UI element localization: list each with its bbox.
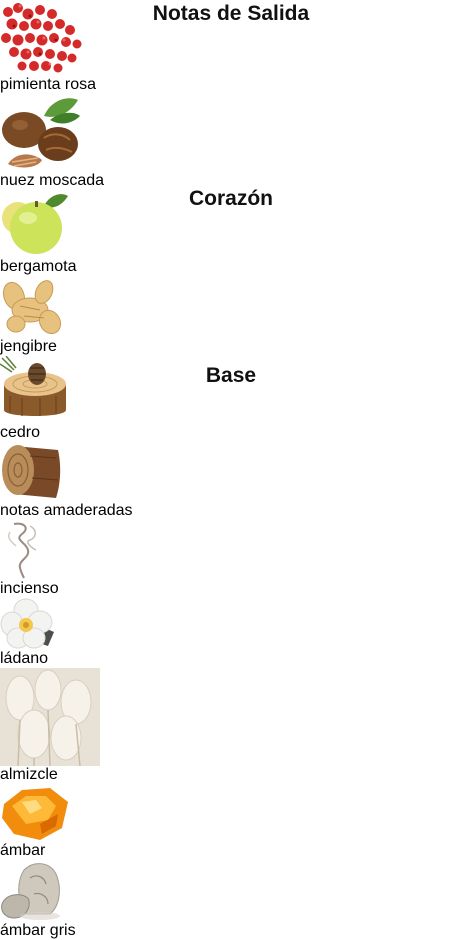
- note-label: bergamota: [0, 258, 77, 275]
- note-label: nuez moscada: [0, 172, 105, 189]
- labdanum-icon: [0, 598, 462, 650]
- note-label: ámbar: [0, 842, 46, 859]
- note-musk[interactable]: [0, 668, 462, 784]
- note-ambergris[interactable]: [0, 860, 462, 940]
- note-label: almizcle: [0, 766, 58, 783]
- note-label: ládano: [0, 650, 49, 667]
- section-title-top-notes: Notas de Salida: [152, 2, 310, 25]
- note-woody-notes[interactable]: [0, 442, 462, 520]
- amber-icon: [0, 784, 462, 842]
- note-amber[interactable]: [0, 784, 462, 860]
- section-title-heart-notes: Corazón: [189, 187, 273, 210]
- section-title-base-notes: Base: [205, 364, 257, 387]
- note-labdanum[interactable]: [0, 598, 462, 668]
- ginger-icon: [0, 276, 462, 338]
- musk-icon: [0, 668, 462, 766]
- note-label: incienso: [0, 580, 59, 597]
- note-label: notas amaderadas: [0, 502, 133, 519]
- note-label: jengibre: [0, 338, 57, 355]
- note-label: pimienta rosa: [0, 76, 97, 93]
- note-label: cedro: [0, 424, 41, 441]
- incense-icon: [0, 520, 462, 580]
- ambergris-icon: [0, 860, 462, 922]
- note-nutmeg[interactable]: [0, 94, 462, 190]
- nutmeg-icon: [0, 94, 462, 172]
- note-incense[interactable]: [0, 520, 462, 598]
- note-ginger[interactable]: [0, 276, 462, 356]
- note-label: ámbar gris: [0, 922, 76, 939]
- woody-notes-icon: [0, 442, 462, 502]
